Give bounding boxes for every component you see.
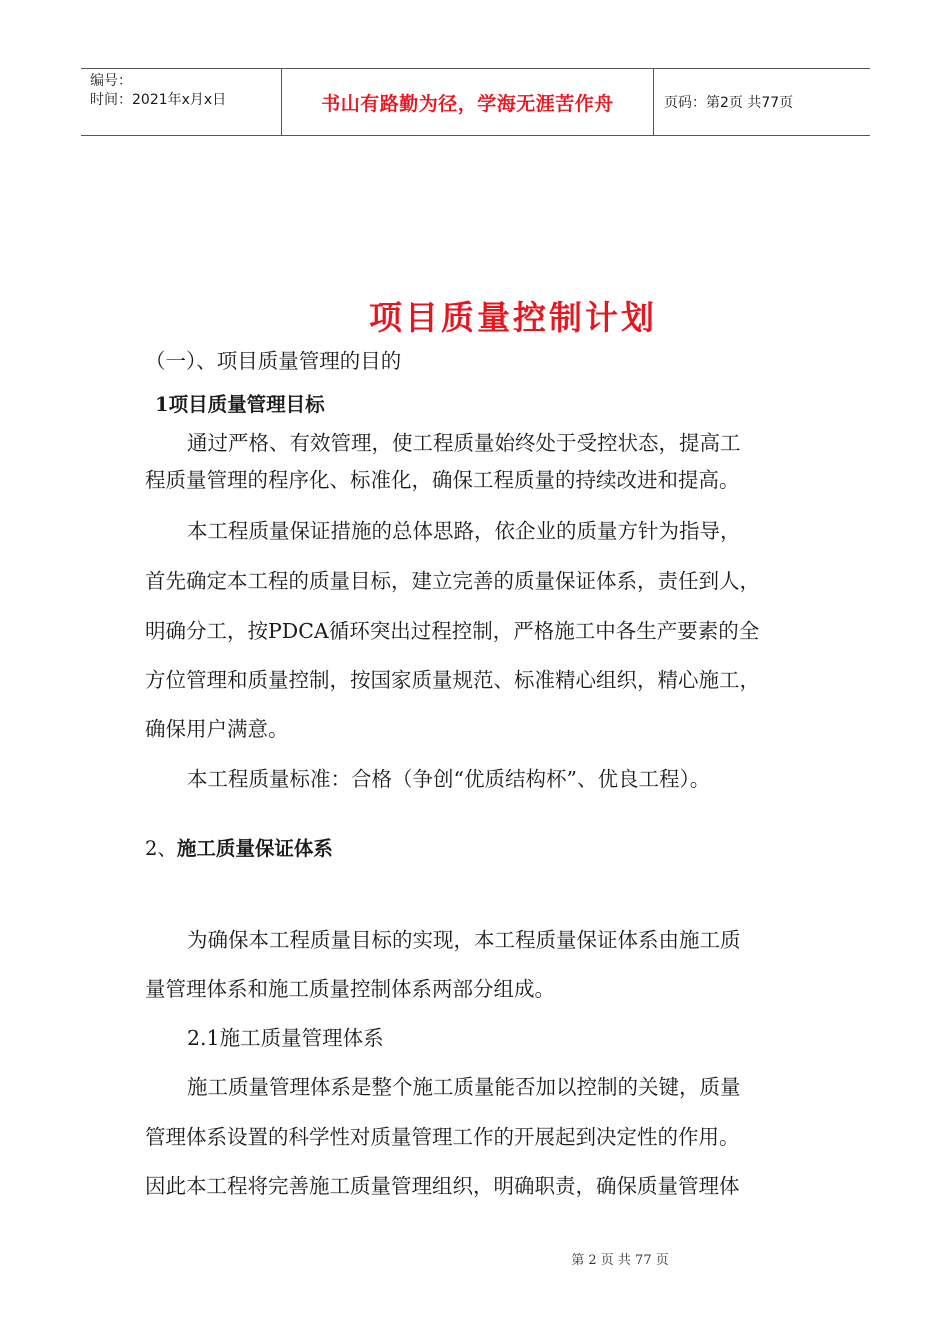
paragraph-line: 明确分工，按PDCA循环突出过程控制，严格施工中各生产要素的全 xyxy=(145,619,760,643)
section2-title: 施工质量保证体系 xyxy=(176,837,333,860)
paragraph-line: 本工程质量标准：合格（争创“优质结构杯”、优良工程）。 xyxy=(187,767,711,791)
header-page-info: 页码：第2页 共77页 xyxy=(664,95,794,111)
paragraph-line: 因此本工程将完善施工质量管理组织，明确职责，确保质量管理体 xyxy=(145,1174,740,1198)
header-motto: 书山有路勤为径，学海无涯苦作舟 xyxy=(281,69,654,135)
paragraph-line: 施工质量管理体系是整个施工质量能否加以控制的关键，质量 xyxy=(187,1075,741,1099)
sub1-heading: 1项目质量管理目标 xyxy=(155,393,325,416)
section1-heading: （一）、项目质量管理的目的 xyxy=(145,349,402,373)
section2-heading xyxy=(145,833,333,861)
paragraph-line: 首先确定本工程的质量目标，建立完善的质量保证体系，责任到人， xyxy=(145,569,760,593)
paragraph-line: 通过严格、有效管理，使工程质量始终处于受控状态，提高工 xyxy=(187,431,741,455)
paragraph-line: 本工程质量保证措施的总体思路，依企业的质量方针为指导， xyxy=(187,519,741,543)
section2-number: 2、 xyxy=(145,837,177,860)
time-label: 时间：2021年x月x日 xyxy=(90,92,227,108)
page-footer: 第 2 页 共 77 页 xyxy=(571,1253,669,1268)
paragraph-line: 为确保本工程质量目标的实现，本工程质量保证体系由施工质 xyxy=(187,928,741,952)
number-label: 编号： xyxy=(90,73,132,89)
paragraph-line: 方位管理和质量控制，按国家质量规范、标准精心组织，精心施工， xyxy=(145,668,760,692)
sub21-heading: 2.1施工质量管理体系 xyxy=(187,1026,384,1050)
paragraph-line: 量管理体系和施工质量控制体系两部分组成。 xyxy=(145,977,555,1001)
header-meta xyxy=(81,69,281,135)
document-title: 项目质量控制计划 xyxy=(369,298,657,337)
page-header xyxy=(81,68,870,136)
paragraph-line: 管理体系设置的科学性对质量管理工作的开展起到决定性的作用。 xyxy=(145,1125,740,1149)
paragraph-line: 程质量管理的程序化、标准化，确保工程质量的持续改进和提高。 xyxy=(145,468,740,492)
paragraph-line: 确保用户满意。 xyxy=(145,717,289,741)
